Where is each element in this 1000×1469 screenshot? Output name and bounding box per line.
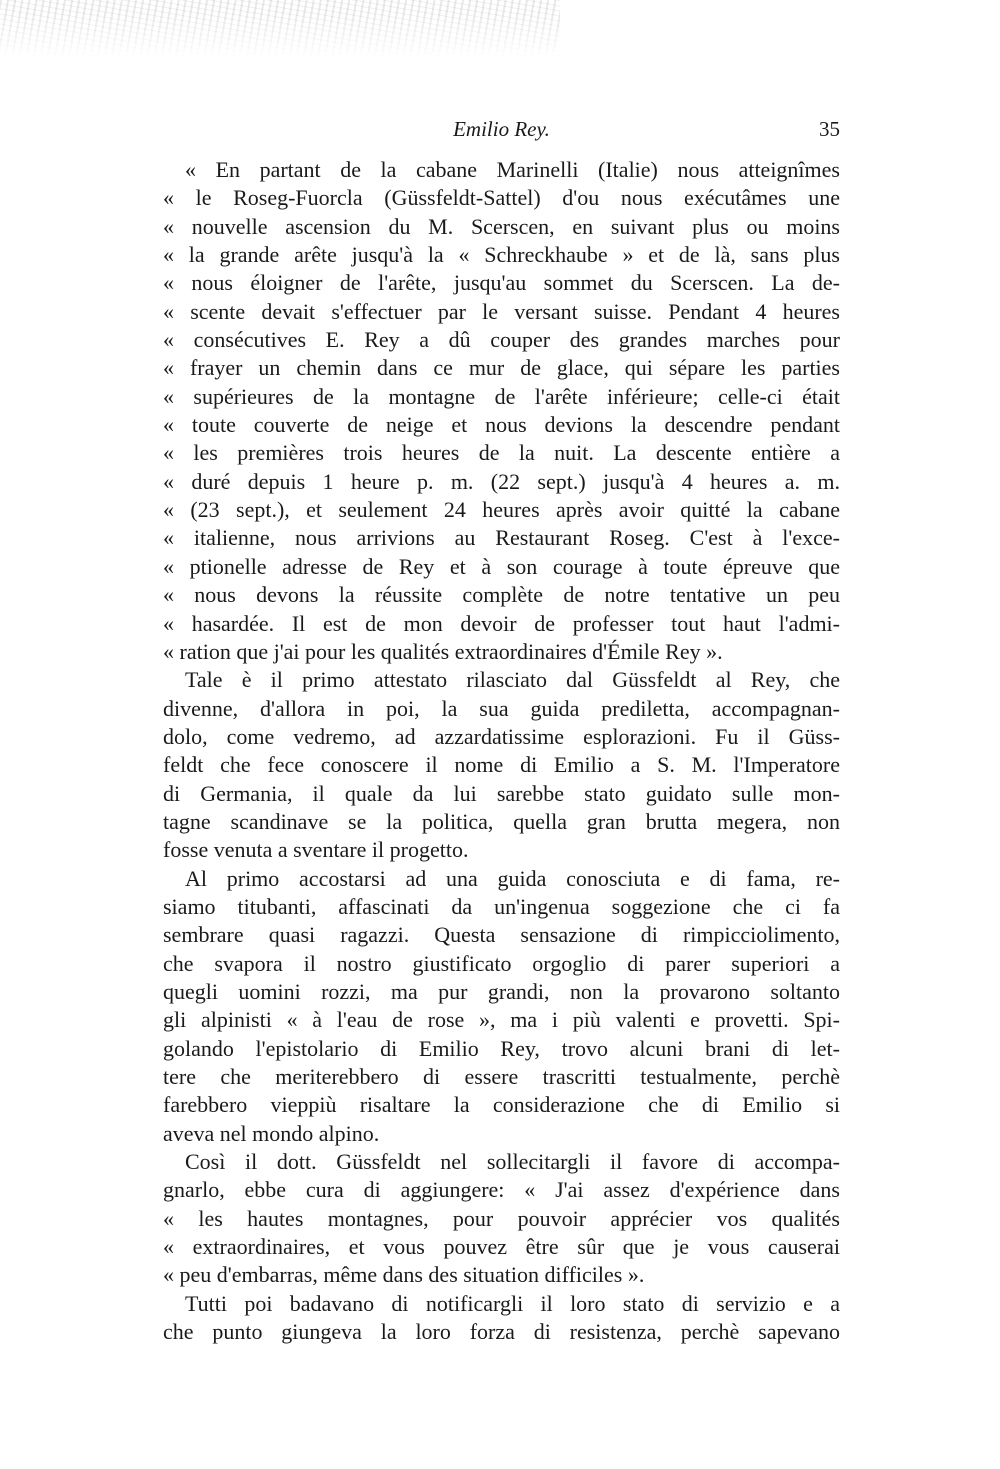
text-line: Tale è il primo attestato rilasciato dal Güssfeldt al Rey, che xyxy=(185,667,840,693)
text-line: che svapora il nostro giustificato orgoglio di parer superiori a xyxy=(163,950,840,976)
text-line: feldt che fece conoscere il nome di Emilio a S. M. l'Imperatore xyxy=(163,752,840,778)
text-line: « les premières trois heures de la nuit. La descente entière a xyxy=(163,440,840,466)
page-body xyxy=(163,156,840,1346)
text-line: tagne scandinave se la politica, quella gran brutta megera, non xyxy=(163,808,840,834)
page-number: 35 xyxy=(819,117,840,141)
text-line: golando l'epistolario di Emilio Rey, trovo alcuni brani di let- xyxy=(163,1035,840,1061)
text-line: tere che meriterebbero di essere trascritti testualmente, perchè xyxy=(163,1064,840,1089)
text-line: « peu d'embarras, même dans des situation difficiles ». xyxy=(163,1262,645,1288)
text-line: « toute couverte de neige et nous devions la descendre pendant xyxy=(163,412,840,438)
text-line: fosse venuta a sventare il progetto. xyxy=(163,837,469,863)
text-line: che punto giungeva la loro forza di resistenza, perchè sapevano xyxy=(163,1319,840,1345)
text-line: farebbero vieppiù risaltare la considerazione che di Emilio si xyxy=(163,1092,840,1118)
text-line: « extraordinaires, et vous pouvez être sûr que je vous causerai xyxy=(163,1234,840,1260)
text-line: « les hautes montagnes, pour pouvoir apprécier vos qualités xyxy=(163,1205,840,1231)
paragraph xyxy=(163,666,840,864)
text-line: « hasardée. Il est de mon devoir de professer tout haut l'admi- xyxy=(163,610,840,636)
scan-artifact xyxy=(0,0,560,60)
text-line: « scente devait s'effectuer par le versant suisse. Pendant 4 heures xyxy=(163,298,840,324)
text-line: « nouvelle ascension du M. Scerscen, en suivant plus ou moins xyxy=(163,213,840,239)
text-line: Tutti poi badavano di notificargli il loro stato di servizio e a xyxy=(185,1290,840,1316)
text-line: « consécutives E. Rey a dû couper des grandes marches pour xyxy=(163,327,840,353)
text-line: divenne, d'allora in poi, la sua guida prediletta, accompagnan- xyxy=(163,695,840,721)
text-line: « la grande arête jusqu'à la « Schreckhaube » et de là, sans plus xyxy=(163,242,840,268)
text-line: « frayer un chemin dans ce mur de glace, qui sépare les parties xyxy=(163,355,840,381)
text-line: di Germania, il quale da lui sarebbe stato guidato sulle mon- xyxy=(163,780,840,806)
text-line: sembrare quasi ragazzi. Questa sensazione di rimpicciolimento, xyxy=(163,922,840,948)
paragraph xyxy=(163,156,840,666)
text-line: dolo, come vedremo, ad azzardatissime esplorazioni. Fu il Güss- xyxy=(163,723,840,749)
text-line: quegli uomini rozzi, ma pur grandi, non la provarono soltanto xyxy=(163,978,840,1004)
paragraph xyxy=(163,1290,840,1347)
text-line: siamo titubanti, affascinati da un'ingenua soggezione che ci fa xyxy=(163,893,840,919)
text-line: « ptionelle adresse de Rey et à son courage à toute épreuve que xyxy=(163,553,840,579)
text-line: « (23 sept.), et seulement 24 heures après avoir quitté la cabane xyxy=(163,497,840,523)
running-header xyxy=(163,117,840,145)
text-line: « duré depuis 1 heure p. m. (22 sept.) jusqu'à 4 heures a. m. xyxy=(163,468,840,494)
text-line: « En partant de la cabane Marinelli (Italie) nous atteignîmes xyxy=(185,157,840,182)
text-line: « supérieures de la montagne de l'arête inférieure; celle-ci était xyxy=(163,383,840,409)
paragraph xyxy=(163,1148,840,1290)
text-line: aveva nel mondo alpino. xyxy=(163,1120,380,1146)
text-line: Così il dott. Güssfeldt nel sollecitargli il favore di accompa- xyxy=(185,1149,840,1175)
text-line: gnarlo, ebbe cura di aggiungere: « J'ai assez d'expérience dans xyxy=(163,1177,840,1203)
text-line: « ration que j'ai pour les qualités extraordinaires d'Émile Rey ». xyxy=(163,638,723,664)
text-line: gli alpinisti « à l'eau de rose », ma i più valenti e provetti. Spi- xyxy=(163,1007,840,1033)
text-line: « nous devons la réussite complète de notre tentative un peu xyxy=(163,582,840,608)
text-line: « le Roseg-Fuorcla (Güssfeldt-Sattel) d'ou nous exécutâmes une xyxy=(163,185,840,211)
text-line: Al primo accostarsi ad una guida conosciuta e di fama, re- xyxy=(185,865,840,891)
text-line: « italienne, nous arrivions au Restaurant Roseg. C'est à l'exce- xyxy=(163,525,840,551)
paragraph xyxy=(163,865,840,1148)
running-title: Emilio Rey. xyxy=(453,117,550,141)
text-line: « nous éloigner de l'arête, jusqu'au sommet du Scerscen. La de- xyxy=(163,270,840,296)
